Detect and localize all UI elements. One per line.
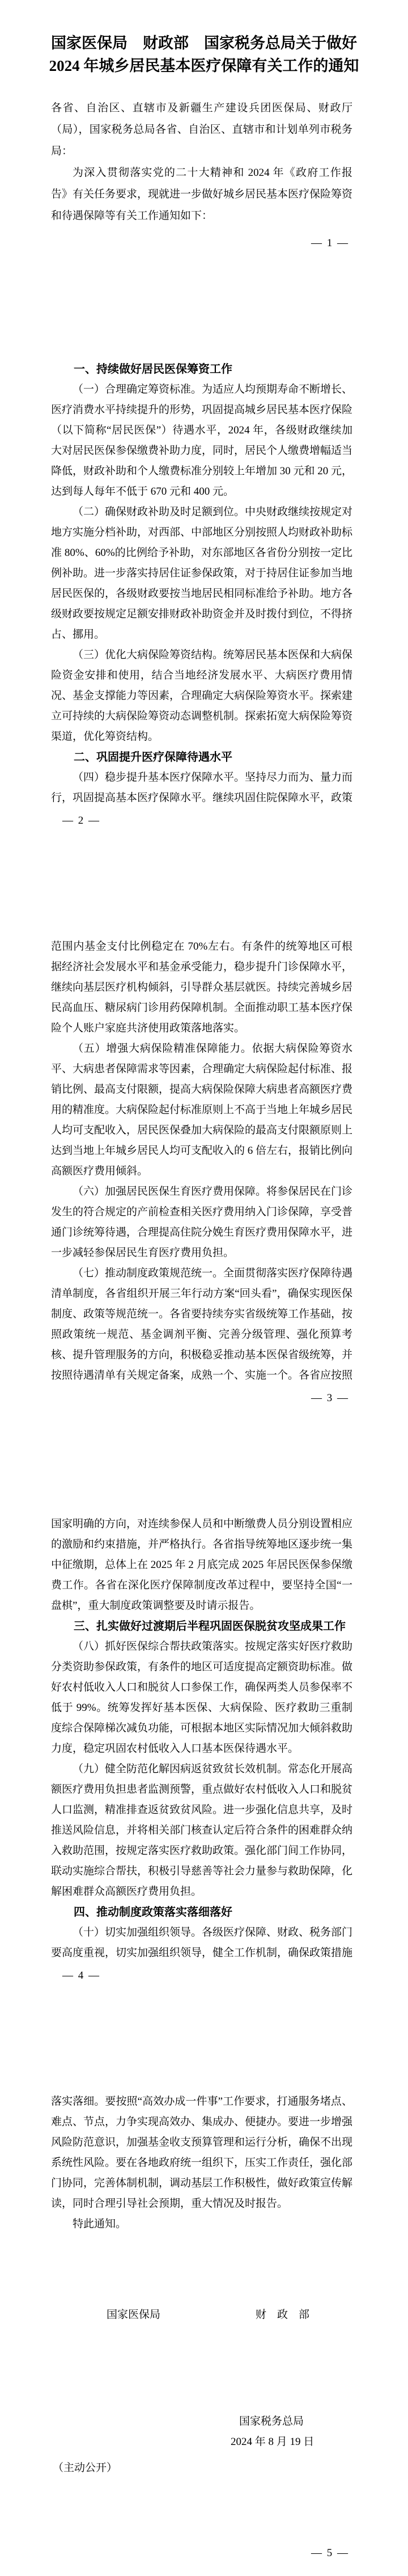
page-content: [51, 98, 352, 227]
date-line: 2024 年 8 月 19 日: [231, 2436, 314, 2448]
paragraph: （九）健全防范化解因病返贫致贫长效机制。常态化开展高额医疗费用负担患者监测预警，重点做好农村低收入人口和脱贫人口监测，精准排查返贫致贫风险。进一步强化信息共享，及时推送风险信息，并将相关部门核查认定后符合条件的困难群众纳入救助范围，按规定落实医疗救助政策。强化部门间工作协同，联动实施综合帮扶，积极引导慈善等社会力量参与救助保障，化解困难群众高额医疗费用负担。: [51, 1763, 353, 1898]
section-heading: 一、持续做好居民医保筹资工作: [74, 363, 232, 376]
paragraph: （二）确保财政补助及时足额到位。中央财政继续按规定对地方实施分档补助，对西部、中部地区分别按照人均财政补助标准 80%、60%的比例给予补助，对东部地区各省份分别按一定比例补助。进一步落实持居住证参保政策，对于持居住证参加当地居民医保的，各级财政要按当地居民相同标准给予补助。地方各级财政要按规定足额安排财政补助资金并及时拨付到位，不得挤占、挪用。: [51, 506, 353, 640]
section-heading: 四、推动制度政策落实落细落好: [74, 1906, 232, 1919]
doc-title-line-1: 国家医保局 财政部 国家税务总局关于做好: [51, 35, 357, 52]
paragraph: （一）合理确定筹资标准。为适应人均预期寿命不断增长、医疗消费水平持续提升的形势，巩固提高城乡居民基本医疗保险（以下简称“居民医保”）待遇水平，2024 年，各级财政继续加大对居民医保参保缴费补助力度，同时，居民个人缴费增幅适当降低，财政补助和个人缴费标准分别较上年增加 30 元和 20 元，达到每人每年不低于 670 元和 400 元。: [51, 383, 353, 498]
page-2: [0, 266, 408, 844]
paragraph: （六）加强居民医保生育医疗费用保障。将参保居民在门诊发生的符合规定的产前检查相关医疗费用纳入门诊保障，享受普通门诊统筹待遇，合理提高住院分娩生育医疗费用保障水平，进一步减轻参保居民生育医疗费用负担。: [51, 1186, 353, 1259]
page-number: — 3 —: [311, 1392, 349, 1404]
signer-sta: 国家税务总局: [239, 2415, 304, 2427]
paragraph: （七）推动制度政策规范统一。全面贯彻落实医疗保障待遇清单制度，各省组织开展三年行动方案“回头看”，确保实现医保制度、政策等规范统一。各省要持续夯实省级统筹工作基础，按照政策统一规范、基金调剂平衡、完善分级管理、强化预算考核、提升管理服务的方向，积极稳妥推动基本医保省级统筹，并按照待遇清单有关规定备案，成熟一个、实施一个。各省应按照: [51, 1267, 353, 1381]
signer-mof: 财 政 部: [256, 2309, 310, 2321]
paragraph: （三）优化大病保险筹资结构。统筹居民基本医保和大病保险资金安排和使用，结合当地经济发展水平、大病医疗费用情况、基金支撑能力等因素，合理确定大病保险筹资水平。探索建立可持续的大病保险筹资动态调整机制。探索拓宽大病保险筹资渠道，优化筹资结构。: [51, 649, 353, 743]
signature-row: [51, 2305, 352, 2325]
paragraph: 为深入贯彻落实党的二十大精神和 2024 年《政府工作报告》有关任务要求，现就进一步做好城乡居民基本医疗保险筹资和待遇保障等有关工作通知如下：: [51, 167, 353, 222]
paragraph-continuation: 落实落细。要按照“高效办成一件事”工作要求，打通服务堵点、难点、节点，力争实现高效办、集成办、便捷办。要进一步增强风险防范意识，加强基金收支预算管理和运行分析，确保不出现系统性风险。要在各地政府统一组织下，压实工作责任，强化部门协同，完善体制机制，调动基层工作积极性，做好政策宣传解读，同时合理引导社会预期，重大情况及时报告。: [51, 2096, 353, 2210]
paragraph: （四）稳步提升基本医疗保障水平。坚持尽力而为、量力而行，巩固提高基本医疗保障水平。继续巩固住院保障水平，政策: [51, 771, 353, 804]
section-heading: 三、扎实做好过渡期后半程巩固医保脱贫攻坚成果工作: [74, 1620, 346, 1633]
paragraph: （八）抓好医保综合帮扶政策落实。按规定落实好医疗救助分类资助参保政策，有条件的地区可适度提高定额资助标准。做好农村低收入人口和脱贫人口参保工作，确保两类人员参保率不低于 99%。统筹发挥好基本医保、大病保险、医疗救助三重制度综合保障梯次减负功能，可根据本地区实际情况加大倾斜救助力度，稳定巩固农村低收入人口基本医保待遇水平。: [51, 1641, 353, 1755]
page-number: — 4 —: [62, 1970, 100, 1981]
page-3: [0, 844, 408, 1421]
paragraph: 特此通知。: [73, 2218, 127, 2230]
page-number: — 1 —: [311, 237, 349, 249]
page-number: — 2 —: [62, 815, 100, 827]
disclosure-note: （主动公开）: [53, 2462, 118, 2474]
paragraph: （十）切实加强组织领导。各级医疗保障、财政、税务部门要高度重视，切实加强组织领导，健全工作机制，确保政策措施: [51, 1926, 353, 1959]
page-content: [51, 359, 352, 808]
doc-title: [0, 32, 408, 77]
paragraph-continuation: 范围内基金支付比例稳定在 70%左右。有条件的统筹地区可根据经济社会发展水平和基金承受能力，稳步提升门诊保障水平，继续向基层医疗机构倾斜，引导群众基层就医。持续完善城乡居民高血压、糖尿病门诊用药保障机制。全面推动职工基本医疗保险个人账户家庭共济使用政策落地落实。: [51, 941, 353, 1034]
paragraph-continuation: 国家明确的方向，对连续参保人员和中断缴费人员分别设置相应的激励和约束措施，并严格执行。各省指导统筹地区逐步统一集中征缴期，总体上在 2025 年 2 月底完成 2025 年居民医保参保缴费工作。各省在深化医疗保障制度改革过程中，要坚持全国“一盘棋”，重大制度政策调整要及时请示报告。: [51, 1518, 353, 1612]
paragraph: （五）增强大病保险精准保障能力。依据大病保险筹资水平、大病患者保障需求等因素，合理确定大病保险起付标准、报销比例、最高支付限额，提高大病保险保障大病患者高额医疗费用的精准度。大病保险起付标准原则上不高于当地上年城乡居民人均可支配收入，居民医保叠加大病保险的最高支付限额原则上达到当地上年城乡居民人均可支配收入的 6 倍左右，报销比例向高额医疗费用倾斜。: [51, 1043, 353, 1177]
section-heading: 二、巩固提升医疗保障待遇水平: [74, 751, 232, 764]
paragraph: 各省、自治区、直辖市及新疆生产建设兵团医保局、财政厅（局），国家税务总局各省、自治区、直辖市和计划单列市税务局：: [51, 102, 352, 157]
doc-title-line-2: 2024 年城乡居民基本医疗保障有关工作的通知: [49, 57, 359, 74]
signer-nhsa: 国家医保局: [107, 2309, 161, 2321]
page-number: — 5 —: [311, 2547, 349, 2559]
page-5: [0, 1999, 408, 2576]
page-4: [0, 1421, 408, 1999]
page-content: [51, 1514, 352, 1963]
page-content: [51, 2092, 352, 2478]
page-content: [51, 937, 352, 1386]
page-1: [0, 0, 408, 266]
